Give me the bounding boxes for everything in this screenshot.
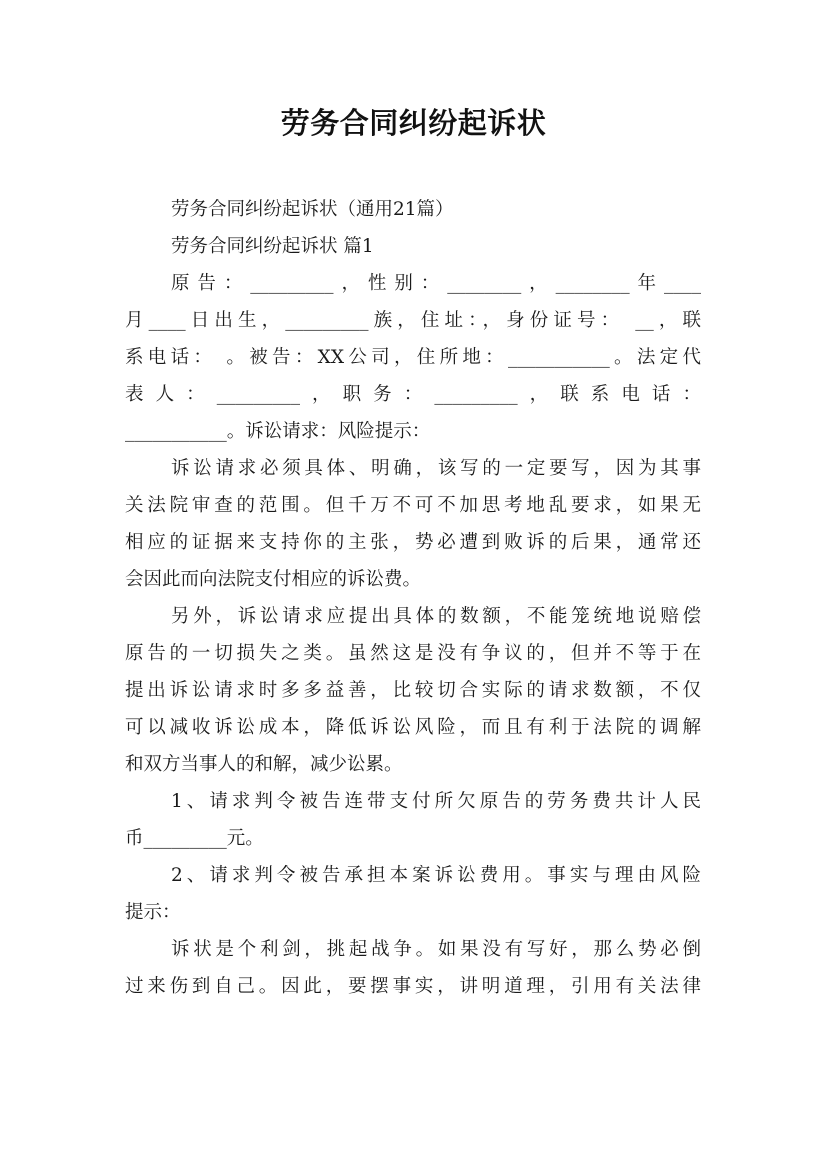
plaintiff-info-line: 月____日出生，_________族，住址：，身份证号： __，联 [125, 310, 701, 331]
section-heading: 劳务合同纠纷起诉状 篇1 [171, 236, 374, 257]
paragraph-line: 相应的证据来支持你的主张，势必遭到败诉的后果，通常还 [125, 532, 701, 553]
paragraph-line: 原告的一切损失之类。虽然这是没有争议的，但并不等于在 [125, 643, 701, 664]
claim-item-line: 2、请求判令被告承担本案诉讼费用。事实与理由风险 [171, 865, 701, 886]
paragraph-line: 会因此而向法院支付相应的诉讼费。 [125, 569, 422, 590]
paragraph-line: 和双方当事人的和解，减少讼累。 [125, 754, 403, 775]
plaintiff-info-line: 原告：_________，性别：________，________年____ [171, 273, 701, 294]
claim-item-line: 1、请求判令被告连带支付所欠原告的劳务费共计人民 [171, 791, 701, 812]
paragraph-line: 过来伤到自己。因此，要摆事实，讲明道理，引用有关法律 [125, 976, 701, 997]
subtitle-line: 劳务合同纠纷起诉状（通用21篇） [171, 199, 454, 220]
claim-item-line: 币_________元。 [125, 828, 264, 849]
paragraph-line: 诉讼请求必须具体、明确，该写的一定要写，因为其事 [171, 458, 701, 479]
paragraph-line: 关法院审查的范围。但千万不可不加思考地乱要求，如果无 [125, 495, 701, 516]
claims-heading-line: ___________。诉讼请求：风险提示： [125, 421, 431, 442]
paragraph-line: 诉状是个利剑，挑起战争。如果没有写好，那么势必倒 [171, 939, 701, 960]
document-title: 劳务合同纠纷起诉状 [280, 106, 547, 140]
paragraph-line: 提出诉讼请求时多多益善，比较切合实际的请求数额，不仅 [125, 680, 701, 701]
document-body [125, 194, 701, 1003]
defendant-info-line: 系电话： 。被告：XX公司，住所地：___________。法定代 [125, 347, 701, 368]
paragraph-line: 另外，诉讼请求应提出具体的数额，不能笼统地说赔偿 [171, 606, 701, 627]
paragraph-line: 可以减收诉讼成本，降低诉讼风险，而且有利于法院的调解 [125, 717, 701, 738]
defendant-info-line: 表人：_________，职务：_________，联系电话： [125, 384, 701, 405]
claim-item-line: 提示： [125, 902, 181, 923]
